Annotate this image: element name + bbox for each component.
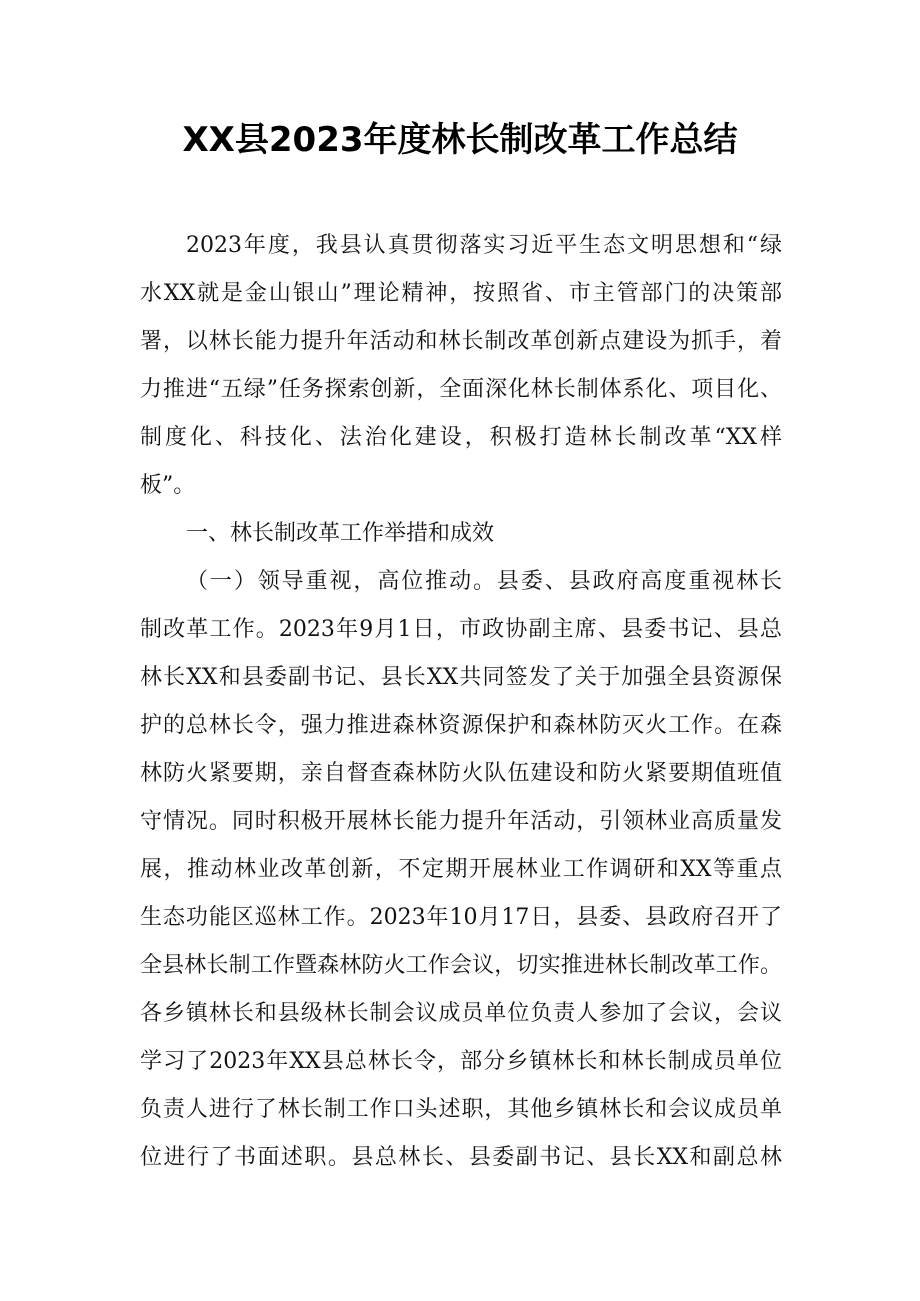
paragraph-line: 板”。 <box>140 473 196 498</box>
document-title: XX县2023年度林长制改革工作总结 <box>182 120 738 160</box>
paragraph-line: 位进行了书面述职。县总林长、县委副书记、县长XX和副总林 <box>140 1145 782 1170</box>
paragraph-line: 负责人进行了林长制工作口头述职，其他乡镇林长和会议成员单 <box>140 1097 782 1122</box>
paragraph-line: 全县林长制工作暨森林防火工作会议，切实推进林长制改革工作。 <box>140 953 782 978</box>
section-heading: 一、林长制改革工作举措和成效 <box>186 521 495 546</box>
paragraph-line: 制度化、科技化、法治化建设，积极打造林长制改革“XX样 <box>140 425 782 450</box>
paragraph-line: 学习了2023年XX县总林长令，部分乡镇林长和林长制成员单位 <box>140 1049 782 1074</box>
paragraph-line: 林防火紧要期，亲自督查森林防火队伍建设和防火紧要期值班值 <box>140 761 782 786</box>
paragraph-line: （一）领导重视，高位推动。县委、县政府高度重视林长 <box>186 569 782 594</box>
paragraph-line: 生态功能区巡林工作。2023年10月17日，县委、县政府召开了 <box>140 905 782 930</box>
paragraph-line: 守情况。同时积极开展林长能力提升年活动，引领林业高质量发 <box>140 809 782 834</box>
paragraph-line: 护的总林长令，强力推进森林资源保护和森林防灭火工作。在森 <box>140 713 782 738</box>
paragraph-line: 2023年度，我县认真贯彻落实习近平生态文明思想和“绿 <box>186 233 782 258</box>
paragraph-line: 水XX就是金山银山”理论精神，按照省、市主管部门的决策部 <box>140 281 782 306</box>
paragraph-line: 林长XX和县委副书记、县长XX共同签发了关于加强全县资源保 <box>140 665 782 690</box>
paragraph-line: 展，推动林业改革创新，不定期开展林业工作调研和XX等重点 <box>140 857 782 882</box>
paragraph-line: 各乡镇林长和县级林长制会议成员单位负责人参加了会议，会议 <box>140 1001 782 1026</box>
paragraph-line: 署，以林长能力提升年活动和林长制改革创新点建设为抓手，着 <box>140 329 782 354</box>
paragraph-line: 制改革工作。2023年9月1日，市政协副主席、县委书记、县总 <box>140 617 782 642</box>
paragraph-line: 力推进“五绿”任务探索创新，全面深化林长制体系化、项目化、 <box>140 377 782 402</box>
